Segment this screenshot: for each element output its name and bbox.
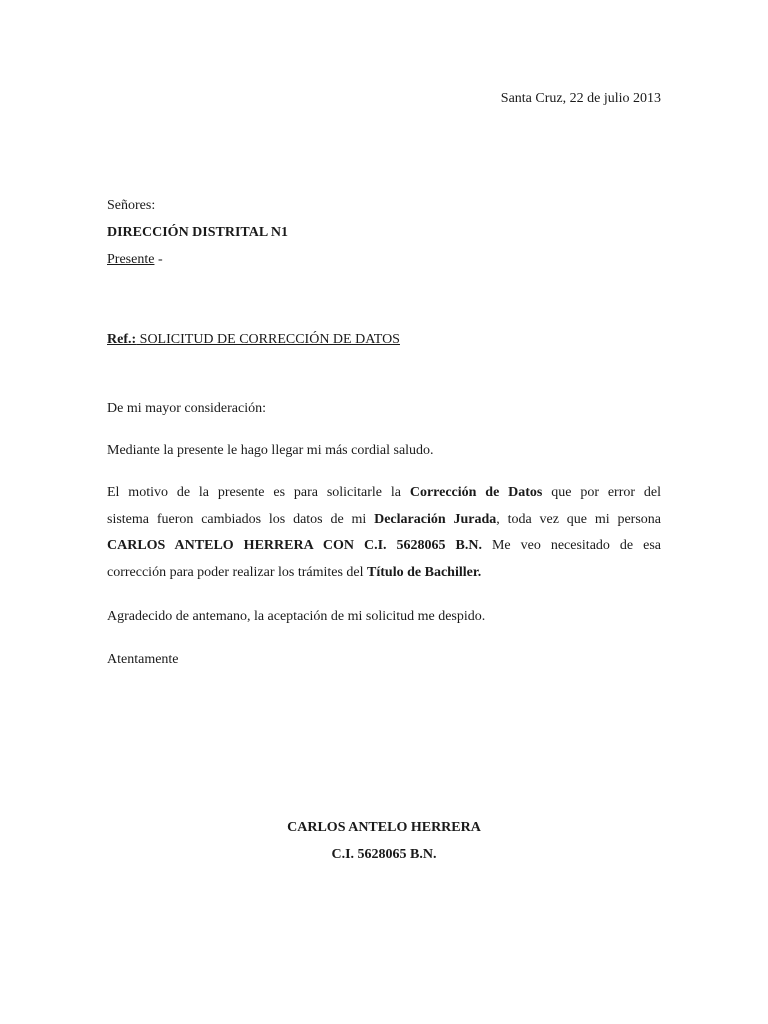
body-text: , toda vez que mi persona xyxy=(496,511,661,527)
body-line-4 xyxy=(107,560,661,587)
body-text: corrección para poder realizar los trámites del xyxy=(107,564,368,580)
thanks-paragraph: Agradecido de antemano, la aceptación de mi solicitud me despido. xyxy=(107,609,486,624)
body-line-2 xyxy=(107,507,661,534)
signature-id: C.I. 5628065 B.N. xyxy=(331,847,437,862)
presente-label: Presente xyxy=(107,252,155,267)
recipient: DIRECCIÓN DISTRITAL N1 xyxy=(107,225,289,240)
body-text: El motivo de la presente es para solicitarle la xyxy=(107,485,410,500)
body-text: sistema fueron cambiados los datos de mi xyxy=(107,511,375,527)
greeting: De mi mayor consideración: xyxy=(107,401,267,416)
signature-name: CARLOS ANTELO HERRERA xyxy=(287,820,481,835)
presente-suffix: - xyxy=(154,252,163,267)
salutation: Señores: xyxy=(107,198,156,213)
body-emphasis: CARLOS ANTELO HERRERA CON C.I. 5628065 B.N. xyxy=(107,538,482,553)
body-line-3 xyxy=(107,533,661,560)
body-emphasis: Declaración Jurada xyxy=(374,511,497,527)
body-paragraph xyxy=(107,480,661,586)
ref-subject: SOLICITUD DE CORRECCIÓN DE DATOS xyxy=(136,332,400,347)
body-emphasis: Título de Bachiller. xyxy=(367,564,482,580)
body-line-1 xyxy=(107,480,661,507)
body-text: Me veo necesitado de esa xyxy=(481,538,661,553)
closing: Atentamente xyxy=(107,652,179,667)
intro-paragraph: Mediante la presente le hago llegar mi más cordial saludo. xyxy=(107,443,434,458)
reference-line xyxy=(107,333,400,347)
body-emphasis: Corrección de Datos xyxy=(409,485,543,500)
presente-line xyxy=(107,253,163,267)
body-text: que por error del xyxy=(542,485,661,500)
letter-date: Santa Cruz, 22 de julio 2013 xyxy=(500,91,661,106)
ref-label: Ref.: xyxy=(107,332,137,347)
